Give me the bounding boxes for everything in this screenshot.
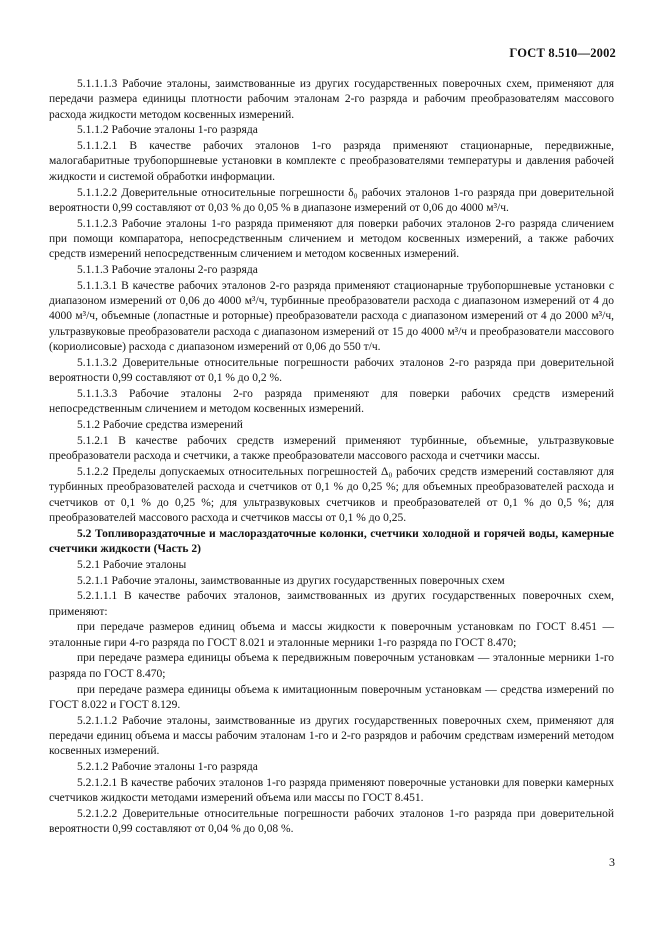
paragraph: 5.2.1.1 Рабочие эталоны, заимствованные из других государственных поверочных схем [77,574,505,587]
paragraph: 5.1.1.3.3 Рабочие эталоны 2-го разряда применяют для поверки рабочих средств измерений непосредственным сличением и методом косвенных измерений. [49,387,614,416]
paragraph: при передаче размеров единиц объема и массы жидкости к поверочным установкам по ГОСТ 8.451 — эталонные гири 4-го разряда по ГОСТ 8.021 и эталонные мерники 1-го разряда по ГОСТ 8.470; [49,621,614,649]
paragraph: 5.1.1.2 Рабочие эталоны 1-го разряда [77,124,258,137]
paragraph: 5.2.1.1.2 Рабочие эталоны, заимствованные из других государственных поверочных схем, применяют для передачи единиц объема и массы рабочим эталонам 1-го и 2-го разрядов и рабочим средствам измерений методом косвенных измерений. [49,714,614,758]
paragraph: 5.1.1.3 Рабочие эталоны 2-го разряда [77,264,258,277]
paragraph: 5.2.1 Рабочие эталоны [77,558,187,571]
paragraph: 5.1.1.2.2 Доверительные относительные погрешности δ₀ рабочих эталонов 1-го разряда при доверительной вероятности 0,99 составляют от 0,03 % до 0,05 % в диапазоне измерений от 0,06 до 4000 м³/ч. [49,186,614,214]
paragraph: 5.1.2.2 Пределы допускаемых относительных погрешностей Δ₀ рабочих средств измерений составляют для турбинных преобразователей расхода и счетчиков от 0,1 % до 0,25 %; для объемных преобразователей расхода и счетчиков от 0,1 % до 0,25 %; для ультразвуковых счетчиков и преобразователей от 0,1 % до 0,5 %; для преобразователей массового расхода и счетчиков массы от 0,1 % до 0,25. [49,465,614,524]
paragraph: 5.2.1.2 Рабочие эталоны 1-го разряда [77,761,258,774]
paragraph: 5.2.1.1.1 В качестве рабочих эталонов, заимствованных из других государственных поверочных схем, применяют: [49,590,614,618]
paragraph: 5.1.1.2.1 В качестве рабочих эталонов 1-го разряда применяют стационарные, передвижные, малогабаритные трубопоршневые установки в комплекте с преобразователями температуры и давления рабочей жидкости и системой обработки информации. [49,140,614,183]
paragraph: 5.1.1.2.3 Рабочие эталоны 1-го разряда применяют для поверки рабочих эталонов 2-го разряда сличением при помощи компаратора, непосредственным сличением и методом косвенных измерений, а также рабочих средств измерений непосредственным сличением и методом косвенных измерений. [49,217,614,261]
page-body [49,77,614,838]
paragraph: 5.1.2.1 В качестве рабочих средств измерений применяют турбинные, объемные, ультразвуковые преобразователи расхода и счетчики, а также преобразователи массового расхода и счетчики массы. [49,434,614,463]
paragraph: 5.2.1.2.2 Доверительные относительные погрешности рабочих эталонов 1-го разряда при доверительной вероятности 0,99 составляют от 0,04 % до 0,08 %. [49,807,614,836]
paragraph: 5.1.1.3.1 В качестве рабочих эталонов 2-го разряда применяют стационарные трубопоршневые установки с диапазоном измерений от 0,06 до 4000 м³/ч, турбинные преобразователи расхода с диапазоном измерений от 4 до 4000 м³/ч, объемные (лопастные и роторные) преобразователи расхода с диапазоном измерений от 4 до 2000 м³/ч, ультразвуковые преобразователи расхода с диапазоном измерений от 15 до 4000 м³/ч и преобразователи массового (кориолисовые) расхода с диапазоном измерений от 0,06 до 550 т/ч. [49,279,614,354]
paragraph: при передаче размера единицы объема к имитационным поверочным установкам — средства измерений по ГОСТ 8.022 и ГОСТ 8.129. [49,683,614,711]
paragraph: 5.1.2 Рабочие средства измерений [77,419,243,432]
section-heading: 5.2 Топливораздаточные и маслораздаточные колонки, счетчики холодной и горячей воды, камерные счетчики жидкости (Часть 2) [49,527,614,555]
paragraph: 5.2.1.2.1 В качестве рабочих эталонов 1-го разряда применяют поверочные установки для поверки камерных счетчиков жидкости методами измерений объема или массы по ГОСТ 8.451. [49,776,614,805]
page-header: ГОСТ 8.510—2002 [509,46,616,60]
paragraph: 5.1.1.1.3 Рабочие эталоны, заимствованные из других государственных поверочных схем, применяют для передачи размера единицы плотности рабочим эталонам 2-го разряда и рабочим преобразователям массового расхода жидкости методом косвенных измерений. [49,78,614,121]
page-number: 3 [609,855,615,869]
paragraph: 5.1.1.3.2 Доверительные относительные погрешности рабочих эталонов 2-го разряда при доверительной вероятности 0,99 составляют от 0,1 % до 0,2 %. [49,356,614,385]
paragraph: при передаче размера единицы объема к передвижным поверочным установкам — эталонные мерники 1-го разряда по ГОСТ 8.470; [49,652,614,680]
